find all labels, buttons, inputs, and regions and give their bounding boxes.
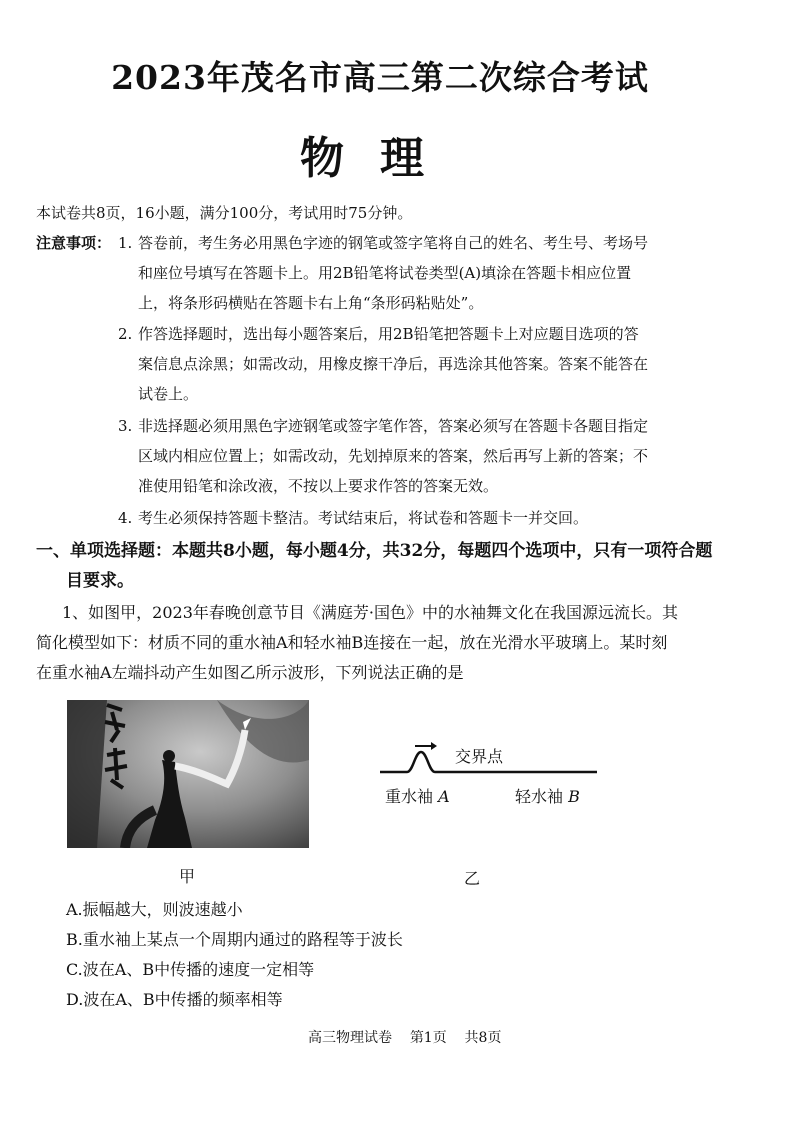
notice-line: 非选择题必须用黑色字迹钢笔或签字笔作答，答案必须写在答题卡各题目指定 <box>138 417 649 435</box>
sleeve-a-name: 重水袖 <box>385 787 434 806</box>
notice-line: 考生必须保持答题卡整洁。考试结束后，将试卷和答题卡一并交回。 <box>138 509 589 527</box>
notice-label: 注意事项： <box>36 234 112 252</box>
section-heading-cont: 目要求。 <box>66 571 134 591</box>
notice-item-3 <box>118 416 648 436</box>
exam-intro: 本试卷共8页，16小题，满分100分，考试用时75分钟。 <box>36 204 413 222</box>
question-stem: 简化模型如下：材质不同的重水袖A和轻水袖B连接在一起，放在光滑水平玻璃上。某时刻 <box>36 633 668 652</box>
notice-line: 答卷前，考生务必用黑色字迹的钢笔或签字笔将自己的姓名、考生号、考场号 <box>138 234 649 252</box>
footer-total: 共8页 <box>464 1030 502 1046</box>
notice-line: 案信息点涂黑；如需改动，用橡皮擦干净后，再选涂其他答案。答案不能答在 <box>138 355 649 373</box>
notice-item-1 <box>118 233 648 253</box>
notice-number: 4. <box>118 509 133 527</box>
section-heading: 一、单项选择题：本题共8小题，每小题4分，共32分，每题四个选项中，只有一项符合题 <box>36 541 713 561</box>
option-c: C.波在A、B中传播的速度一定相等 <box>66 960 315 979</box>
notice-line: 和座位号填写在答题卡上。用2B铅笔将试卷类型(A)填涂在答题卡相应位置 <box>138 264 632 282</box>
notice-item-4 <box>118 508 588 528</box>
sleeve-a-label <box>385 784 450 807</box>
notice-item-2 <box>118 324 639 344</box>
exam-title: 2023年茂名市高三第二次综合考试 <box>111 58 649 97</box>
option-a: A.振幅越大，则波速越小 <box>66 900 243 919</box>
notice-line: 作答选择题时，选出每小题答案后，用2B铅笔把答题卡上对应题目选项的答 <box>138 325 639 343</box>
footer-name: 高三物理试卷 <box>308 1030 392 1046</box>
notice-line: 准使用铅笔和涂改液，不按以上要求作答的答案无效。 <box>138 477 499 495</box>
notice-number: 1. <box>118 234 133 252</box>
figure-yi-caption: 乙 <box>464 869 481 888</box>
question-stem: 在重水袖A左端抖动产生如图乙所示波形，下列说法正确的是 <box>36 663 464 682</box>
notice-line: 区域内相应位置上；如需改动，先划掉原来的答案，然后再写上新的答案；不 <box>138 447 649 465</box>
junction-label: 交界点 <box>455 747 504 766</box>
notice-line: 上，将条形码横贴在答题卡右上角“条形码粘贴处”。 <box>138 294 484 312</box>
notice-line: 试卷上。 <box>138 385 199 403</box>
sleeve-b-name: 轻水袖 <box>515 787 564 806</box>
arrow-right-icon <box>431 742 437 750</box>
footer-page: 第1页 <box>409 1030 447 1046</box>
notice-number: 2. <box>118 325 133 343</box>
dancer-image <box>67 700 309 848</box>
option-b: B.重水袖上某点一个周期内通过的路程等于波长 <box>66 930 403 949</box>
figure-jia-photo <box>67 700 309 848</box>
sleeve-b-var: B <box>568 787 580 806</box>
subject-title: 物理 <box>300 133 460 184</box>
sleeve-b-label <box>515 784 580 807</box>
option-d: D.波在A、B中传播的频率相等 <box>66 990 283 1009</box>
sleeve-a-var: A <box>438 787 450 806</box>
notice-number: 3. <box>118 417 133 435</box>
figure-jia-caption: 甲 <box>179 867 196 886</box>
page-footer <box>308 1027 501 1047</box>
question-stem: 1、如图甲，2023年春晚创意节目《满庭芳·国色》中的水袖舞文化在我国源远流长。其 <box>62 603 678 622</box>
